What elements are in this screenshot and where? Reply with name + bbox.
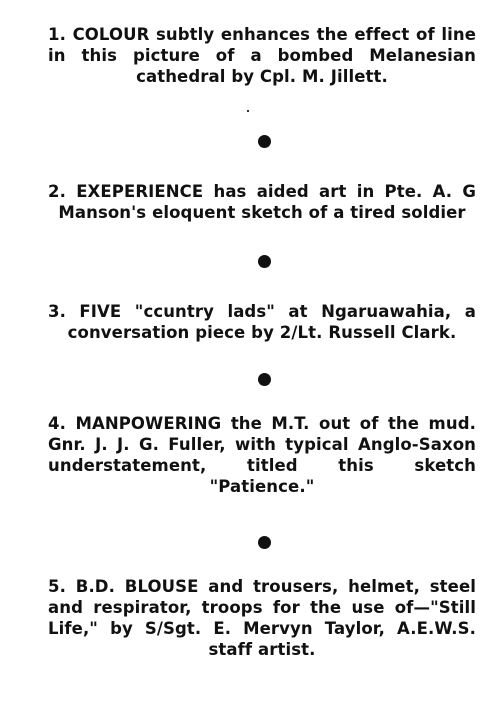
caption-2-lead: EXEPERIENCE [76,182,204,201]
caption-3-text: "ccuntry lads" at Ngaruawahia, a conversation piece by 2/Lt. Russell Clark. [67,302,476,342]
separator-bullet-2 [258,255,271,268]
caption-1-lead: COLOUR [72,25,150,44]
caption-2-text: has aided art in Pte. A. G Manson's eloquent sketch of a tired soldier [58,182,476,222]
caption-4-lead: MANPOWERING [75,414,222,433]
caption-5-number: 5. [48,577,66,596]
caption-3 [48,301,476,343]
caption-1-number: 1. [48,25,66,44]
caption-5-lead: B.D. BLOUSE [75,577,199,596]
separator-bullet-3 [258,373,271,386]
caption-2-number: 2. [48,182,66,201]
caption-5-text: and trousers, helmet, steel and respirator, troops for the use of—"Still Life," by S/Sgt. E. Mervyn Taylor, A.E.W.S. staff artist. [48,577,476,659]
caption-1-text: subtly enhances the effect of line in this picture of a bombed Melanesian cathedral by Cpl. M. Jillett. [48,25,476,86]
print-speck [247,110,249,112]
caption-4-text: the M.T. out of the mud. Gnr. J. J. G. Fuller, with typical Anglo-Saxon understatement, titled this sketch "Patience." [48,414,476,496]
caption-4 [48,413,476,497]
caption-3-number: 3. [48,302,66,321]
separator-bullet-4 [258,536,271,549]
caption-5 [48,576,476,660]
separator-bullet-1 [258,135,271,148]
caption-2 [48,181,476,223]
caption-3-lead: FIVE [79,302,122,321]
caption-1 [48,24,476,87]
caption-4-number: 4. [48,414,66,433]
